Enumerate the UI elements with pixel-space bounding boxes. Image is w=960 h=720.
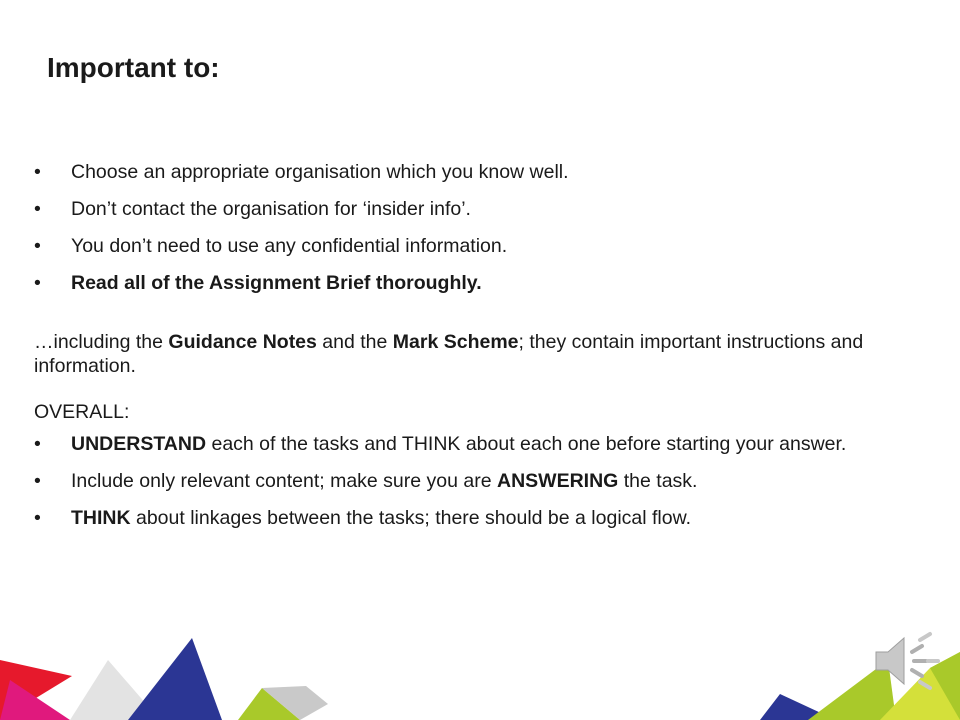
list-item	[34, 271, 914, 295]
bullet-marker: •	[34, 161, 41, 183]
bullet-marker: •	[34, 272, 41, 294]
guidance-paragraph	[34, 330, 914, 378]
bullet-list-overall	[34, 432, 914, 530]
bullet-list-top	[34, 160, 914, 295]
list-item	[34, 432, 914, 456]
bullet-text: the task.	[618, 470, 698, 492]
slide-title: Important to:	[47, 52, 220, 83]
bullet-marker: •	[34, 507, 41, 529]
guidance-text: ; they contain important instructions and information.	[34, 331, 864, 377]
bullet-text: Include only relevant content; make sure you are	[71, 470, 497, 492]
green-triangle-shape	[238, 688, 300, 720]
guidance-text: …including the	[34, 331, 169, 353]
blue-triangle-shape	[760, 694, 836, 720]
emphasis-text: THINK	[71, 507, 131, 529]
bullet-text: each of the tasks and THINK about each one before starting your answer.	[206, 433, 847, 455]
guidance-notes-term: Guidance Notes	[168, 331, 317, 353]
list-item	[34, 160, 914, 184]
overall-label: OVERALL:	[34, 401, 130, 423]
bullet-marker: •	[34, 235, 41, 257]
red-triangle-shape	[0, 660, 72, 720]
bullet-marker: •	[34, 198, 41, 220]
magenta-triangle-shape	[0, 680, 70, 720]
bullet-marker: •	[34, 470, 41, 492]
bullet-text: You don’t need to use any confidential information.	[71, 235, 508, 257]
bullet-text: Read all of the Assignment Brief thoroughly.	[71, 272, 482, 294]
mark-scheme-term: Mark Scheme	[392, 331, 519, 353]
bullet-text: Choose an appropriate organisation which you know well.	[71, 161, 569, 183]
emphasis-text: UNDERSTAND	[71, 433, 207, 455]
bullet-text: Don’t contact the organisation for ‘insider info’.	[71, 198, 471, 220]
blue-triangle-shape	[128, 638, 222, 720]
grey-triangle-shape	[262, 686, 328, 720]
list-item	[34, 469, 914, 493]
bullet-marker: •	[34, 433, 41, 455]
grey-triangle-shape	[70, 660, 160, 720]
slide-body	[34, 160, 914, 543]
guidance-text: and the	[316, 331, 393, 353]
list-item	[34, 506, 914, 530]
emphasis-text: ANSWERING	[497, 470, 619, 492]
list-item	[34, 234, 914, 258]
bullet-text: about linkages between the tasks; there should be a logical flow.	[130, 507, 692, 529]
speaker-icon[interactable]	[872, 630, 942, 692]
list-item	[34, 197, 914, 221]
